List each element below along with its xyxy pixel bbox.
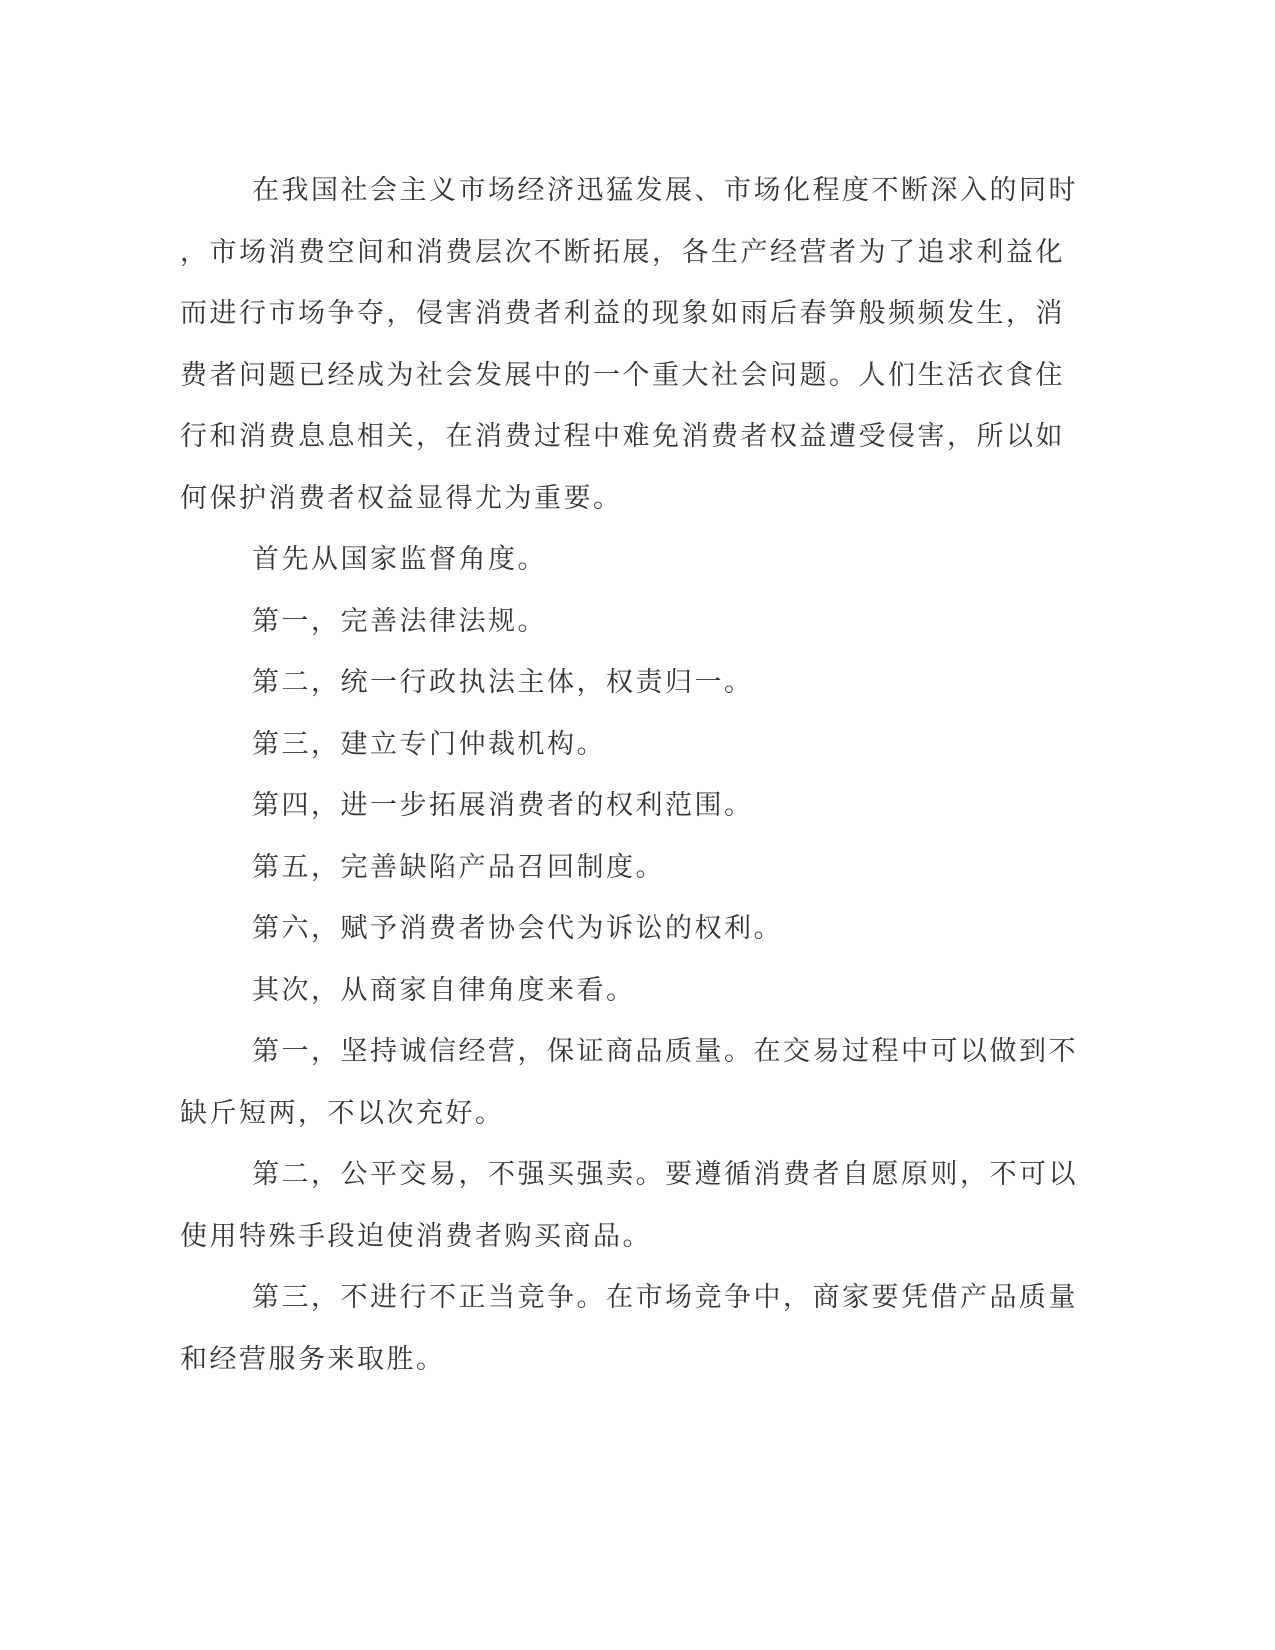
state-point-2 — [180, 652, 1060, 714]
state-point-6 — [180, 898, 1060, 960]
merchant-point-2 — [180, 1144, 1078, 1267]
text-line: 何保护消费者权益显得尤为重要。 — [180, 482, 623, 514]
text-line: 第五，完善缺陷产品召回制度。 — [252, 851, 665, 883]
text-line: 和经营服务来取胜。 — [180, 1343, 446, 1375]
text-line: 其次，从商家自律角度来看。 — [252, 974, 636, 1006]
text-line: 首先从国家监督角度。 — [252, 544, 547, 575]
text-line: 费者问题已经成为社会发展中的一个重大社会问题。人们生活衣食住 — [180, 359, 1065, 391]
text-line: 而进行市场争夺，侵害消费者利益的现象如雨后春笋般频频发生，消 — [180, 298, 1065, 329]
text-line: 第四，进一步拓展消费者的权利范围。 — [252, 790, 754, 821]
text-line: 第二，公平交易，不强买强卖。要遵循消费者自愿原则，不可以 — [252, 1159, 1078, 1190]
state-point-5 — [180, 837, 1060, 899]
text-line: 使用特殊手段迫使消费者购买商品。 — [180, 1220, 652, 1252]
text-line: 第一，坚持诚信经营，保证商品质量。在交易过程中可以做到不 — [252, 1036, 1078, 1067]
text-line: 在我国社会主义市场经济迅猛发展、市场化程度不断深入的同时 — [252, 175, 1078, 206]
text-line: 第一，完善法律法规。 — [252, 605, 547, 637]
text-line: 第三，不进行不正当竞争。在市场竞争中，商家要凭借产品质量 — [252, 1282, 1078, 1313]
text-line: 第六，赋予消费者协会代为诉讼的权利。 — [252, 913, 783, 944]
state-point-4 — [180, 775, 1060, 837]
document-body — [180, 160, 1078, 1390]
text-line: 行和消费息息相关，在消费过程中难免消费者权益遭受侵害，所以如 — [180, 421, 1065, 452]
text-line: 第二，统一行政执法主体，权责归一。 — [252, 667, 754, 698]
section-heading-merchant — [180, 960, 1060, 1022]
intro-paragraph — [180, 160, 1078, 529]
section-heading-state — [180, 529, 1060, 591]
state-point-3 — [180, 714, 1060, 776]
text-line: ，市场消费空间和消费层次不断拓展，各生产经营者为了追求利益化 — [180, 236, 1065, 268]
text-line: 第三，建立专门仲裁机构。 — [252, 728, 606, 760]
state-point-1 — [180, 591, 1060, 653]
merchant-point-3 — [180, 1267, 1078, 1390]
merchant-point-1 — [180, 1021, 1078, 1144]
text-line: 缺斤短两，不以次充好。 — [180, 1097, 505, 1129]
